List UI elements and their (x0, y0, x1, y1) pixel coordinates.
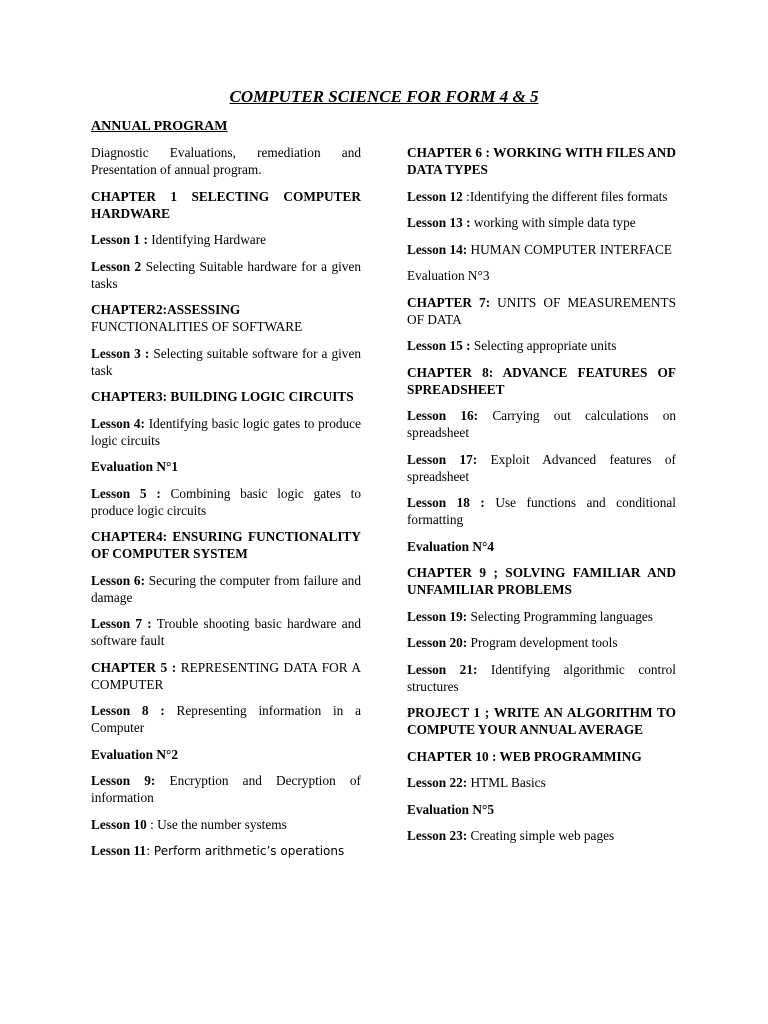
left-paragraph (91, 415, 361, 449)
paragraph-label: Lesson 14: (407, 241, 468, 257)
left-paragraph: Diagnostic Evaluations, remediation and Presentation of annual program. (91, 145, 361, 177)
left-paragraph (91, 258, 361, 292)
left-paragraph (91, 702, 361, 736)
paragraph-text: : Use the number systems (146, 816, 287, 832)
paragraph-text: Selecting appropriate units (470, 338, 617, 353)
paragraph-text: Representing information in a Computer (91, 703, 361, 735)
right-paragraph (407, 188, 676, 205)
left-paragraph: CHAPTER4: ENSURING FUNCTIONALITY OF COMPUTER SYSTEM (91, 529, 361, 561)
right-paragraph: CHAPTER 8: ADVANCE FEATURES OF SPREADSHEET (407, 364, 676, 397)
paragraph-label: Lesson 9: (91, 773, 156, 788)
paragraph-text: Exploit Advanced features of spreadsheet (407, 451, 676, 484)
paragraph-label: Lesson 19: (407, 608, 468, 624)
paragraph-text: Selecting Suitable hardware for a given tasks (91, 258, 361, 291)
paragraph-label: Lesson 11 (91, 843, 147, 858)
right-paragraph (407, 634, 676, 651)
paragraph-label: Lesson 2 (91, 258, 142, 274)
paragraph-text: Combining basic logic gates to produce logic circuits (91, 485, 361, 518)
paragraph-text: Securing the computer from failure and damage (91, 572, 361, 605)
right-paragraph (407, 294, 676, 328)
right-paragraph: Evaluation N°3 (407, 268, 490, 283)
paragraph-text: working with simple data type (470, 215, 636, 230)
paragraph-text: Selecting suitable software for a given task (91, 345, 362, 378)
paragraph-label: Lesson 3 : (91, 345, 150, 361)
left-paragraph (91, 345, 361, 379)
paragraph-label: Lesson 17: (407, 451, 478, 467)
left-paragraph (91, 231, 361, 248)
paragraph-label: Lesson 6: (91, 572, 145, 588)
paragraph-label: Lesson 10 (91, 816, 147, 832)
paragraph-label: Lesson 15 : (407, 338, 471, 353)
right-paragraph: CHAPTER 10 : WEB PROGRAMMING (407, 748, 642, 764)
paragraph-label: Lesson 8 : (91, 703, 165, 718)
paragraph-text: Identifying Hardware (147, 232, 267, 247)
right-paragraph (407, 827, 676, 844)
paragraph-text: Carrying out calculations on spreadsheet (407, 408, 677, 440)
right-paragraph: Evaluation N°4 (407, 538, 494, 554)
paragraph-text: Use functions and conditional formatting (407, 495, 677, 527)
right-paragraph: Evaluation N°5 (407, 801, 494, 817)
left-paragraph: CHAPTER3: BUILDING LOGIC CIRCUITS (91, 389, 354, 404)
left-paragraph (91, 659, 361, 693)
right-column (407, 144, 676, 854)
right-paragraph (407, 214, 676, 231)
left-paragraph (91, 615, 361, 649)
paragraph-label: Lesson 12 (407, 188, 463, 204)
paragraph-text: UNITS OF MEASUREMENTS OF DATA (407, 294, 676, 327)
paragraph-text: Identifying algorithmic control structures (407, 661, 676, 694)
right-paragraph (407, 608, 676, 625)
paragraph-label: Lesson 16: (407, 408, 479, 423)
right-paragraph: PROJECT 1 ; WRITE AN ALGORITHM TO COMPUTE YOUR ANNUAL AVERAGE (407, 705, 676, 737)
paragraph-label: Lesson 4: (91, 415, 145, 431)
paragraph-text: Identifying basic logic gates to produce logic circuits (91, 415, 361, 448)
paragraph-text: FUNCTIONALITIES OF SOFTWARE (91, 319, 303, 334)
right-paragraph (407, 337, 676, 354)
section-heading: ANNUAL PROGRAM (91, 119, 228, 134)
paragraph-text: : Perform arithmetic’s operations (146, 844, 345, 858)
right-paragraph (407, 494, 676, 528)
left-column (91, 144, 361, 870)
right-paragraph: CHAPTER 9 ; SOLVING FAMILIAR AND UNFAMILIAR PROBLEMS (407, 565, 676, 597)
right-paragraph (407, 241, 676, 258)
paragraph-label: CHAPTER2:ASSESSING (91, 302, 241, 317)
left-paragraph (91, 816, 361, 833)
paragraph-text: Selecting Programming languages (467, 608, 653, 624)
left-paragraph (91, 572, 361, 606)
paragraph-text: Program development tools (467, 635, 618, 650)
right-paragraph (407, 661, 676, 695)
paragraph-label: Lesson 20: (407, 635, 468, 650)
left-paragraph (91, 485, 361, 519)
paragraph-text: Encryption and Decryption of information (91, 773, 361, 805)
left-paragraph: CHAPTER 1 SELECTING COMPUTER HARDWARE (91, 188, 361, 221)
paragraph-text: HUMAN COMPUTER INTERFACE (467, 241, 672, 257)
paragraph-label: CHAPTER 7: (407, 294, 491, 310)
left-paragraph: Evaluation N°1 (91, 459, 178, 474)
paragraph-text: :Identifying the different files formats (462, 188, 668, 204)
left-paragraph (91, 842, 361, 860)
paragraph-label: Lesson 18 : (407, 495, 485, 510)
left-paragraph: Evaluation N°2 (91, 746, 178, 762)
paragraph-label: Lesson 23: (407, 828, 468, 843)
paragraph-text: HTML Basics (467, 775, 546, 790)
paragraph-text: REPRESENTING DATA FOR A COMPUTER (91, 659, 361, 692)
paragraph-label: Lesson 7 : (91, 616, 152, 631)
paragraph-text: Creating simple web pages (467, 828, 615, 843)
left-paragraph (91, 772, 361, 806)
paragraph-label: CHAPTER 5 : (91, 659, 177, 675)
paragraph-label: Lesson 21: (407, 661, 478, 677)
paragraph-label: Lesson 13 : (407, 215, 471, 230)
page-title: COMPUTER SCIENCE FOR FORM 4 & 5 (229, 87, 539, 106)
paragraph-label: Lesson 1 : (91, 232, 148, 247)
paragraph-text: Trouble shooting basic hardware and software fault (91, 616, 362, 648)
paragraph-label: Lesson 5 : (91, 485, 161, 501)
left-paragraph (91, 301, 361, 335)
right-paragraph (407, 407, 676, 441)
right-paragraph (407, 774, 676, 791)
right-paragraph: CHAPTER 6 : WORKING WITH FILES AND DATA TYPES (407, 145, 676, 177)
paragraph-label: Lesson 22: (407, 775, 468, 790)
right-paragraph (407, 451, 676, 485)
